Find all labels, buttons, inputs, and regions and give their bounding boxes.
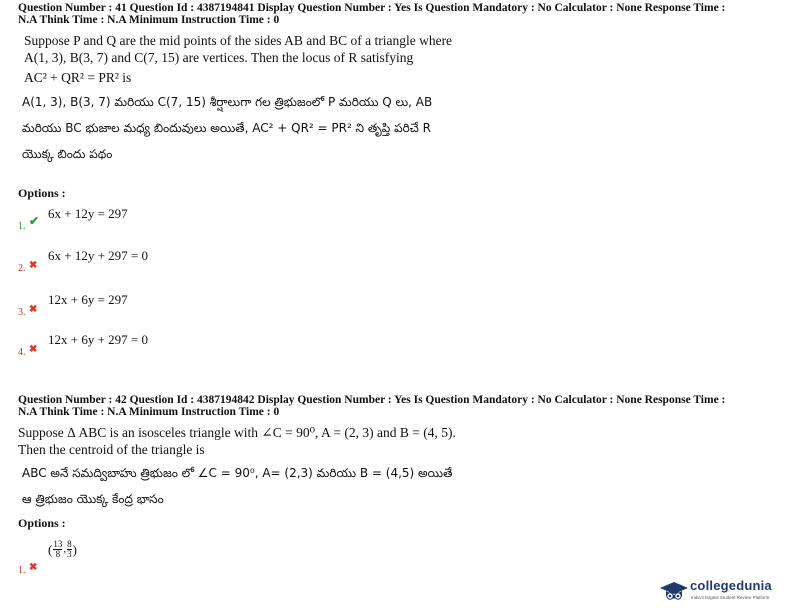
wrong-cross-icon: ✖ — [29, 344, 38, 355]
options-label: Options : — [18, 186, 66, 200]
brand-name: collegedunia — [690, 578, 772, 593]
question-42-header-line1: Question Number : 42 Question Id : 4387194842 Display Question Number : Yes Is Question Mandatory : No Calculator : None Response Time : — [18, 394, 726, 406]
q41-te-line2: మరియు BC భుజాల మధ్య బిందువులు అయితే, AC² + QR² = PR² ని తృప్తి పరిచే R — [22, 121, 431, 135]
q41-en-line3: AC² + QR² = PR² is — [24, 70, 132, 85]
option-1[interactable] — [18, 206, 418, 232]
q41-te-line3: యొక్క బిందు పథం — [22, 147, 113, 161]
question-42-text-telugu — [18, 462, 778, 510]
option-text: 6x + 12y + 297 = 0 — [48, 248, 148, 263]
numerator: 8 — [67, 539, 72, 549]
q42-te-line1: ABC అనే సమద్విబాహు త్రిభుజం లో ∠C = 90⁰, A= (2,3) మరియు B = (4,5) అయితే — [22, 466, 453, 480]
option-number: 3. — [18, 307, 26, 318]
q42-te-line2: ఆ త్రిభుజం యొక్క కేంద్ర భాసం — [22, 492, 164, 506]
option-2[interactable] — [18, 248, 418, 274]
question-41-options — [18, 186, 778, 201]
q41-en-line2: A(1, 3), B(3, 7) and C(7, 15) are vertices. Then the locus of R satisfying — [24, 50, 414, 65]
wrong-cross-icon: ✖ — [29, 562, 38, 573]
q42-en-line1: Suppose Δ ABC is an isosceles triangle with ∠C = 90⁰, A = (2, 3) and B = (4, 5). — [18, 425, 456, 440]
q42-en-line2: Then the centroid of the triangle is — [18, 442, 205, 457]
comma: , — [63, 543, 67, 555]
option-text: 12x + 6y = 297 — [48, 292, 128, 307]
collegedunia-logo — [660, 576, 792, 608]
wrong-cross-icon: ✖ — [29, 304, 38, 315]
option-4[interactable] — [18, 332, 418, 358]
fraction-13-8 — [53, 540, 62, 559]
question-41-text-telugu — [18, 91, 778, 165]
denominator: 3 — [67, 549, 72, 559]
fraction-8-3 — [67, 540, 72, 559]
question-41-header-line1: Question Number : 41 Question Id : 4387194841 Display Question Number : Yes Is Question Mandatory : No Calculator : None Response Time : — [18, 2, 726, 14]
q41-en-line1: Suppose P and Q are the mid points of the sides AB and BC of a triangle where — [24, 33, 453, 48]
left-paren: ( — [48, 542, 53, 557]
right-paren: ) — [72, 542, 77, 557]
option-number: 2. — [18, 263, 26, 274]
correct-check-icon: ✔ — [29, 214, 40, 228]
question-42-text-english — [18, 424, 778, 458]
option-number: 1. — [18, 221, 26, 232]
option-number: 4. — [18, 347, 26, 358]
option-1[interactable] — [18, 540, 418, 576]
option-3[interactable] — [18, 292, 418, 318]
wrong-cross-icon: ✖ — [29, 260, 38, 271]
question-41-header-line2: N.A Think Time : N.A Minimum Instruction Time : 0 — [18, 14, 280, 26]
question-42 — [18, 394, 778, 531]
numerator: 13 — [53, 539, 63, 549]
denominator: 8 — [55, 549, 61, 559]
option-number: 1. — [18, 565, 26, 576]
option-text-fraction-pair — [48, 540, 77, 559]
option-text: 12x + 6y + 297 = 0 — [48, 332, 148, 347]
options-label: Options : — [18, 516, 66, 530]
brand-tagline: India's largest Student Review Platform — [691, 595, 770, 600]
question-41 — [18, 2, 778, 165]
graduation-cap-icon — [660, 582, 688, 602]
q41-te-line1: A(1, 3), B(3, 7) మరియు C(7, 15) శీర్షాలుగా గల త్రిభుజంలో P మరియు Q లు, AB — [22, 95, 433, 109]
question-41-option-list — [18, 206, 778, 356]
question-42-option-list — [18, 540, 778, 576]
question-42-header-line2: N.A Think Time : N.A Minimum Instruction Time : 0 — [18, 406, 280, 418]
option-text: 6x + 12y = 297 — [48, 206, 128, 221]
question-41-text-english — [18, 32, 778, 86]
